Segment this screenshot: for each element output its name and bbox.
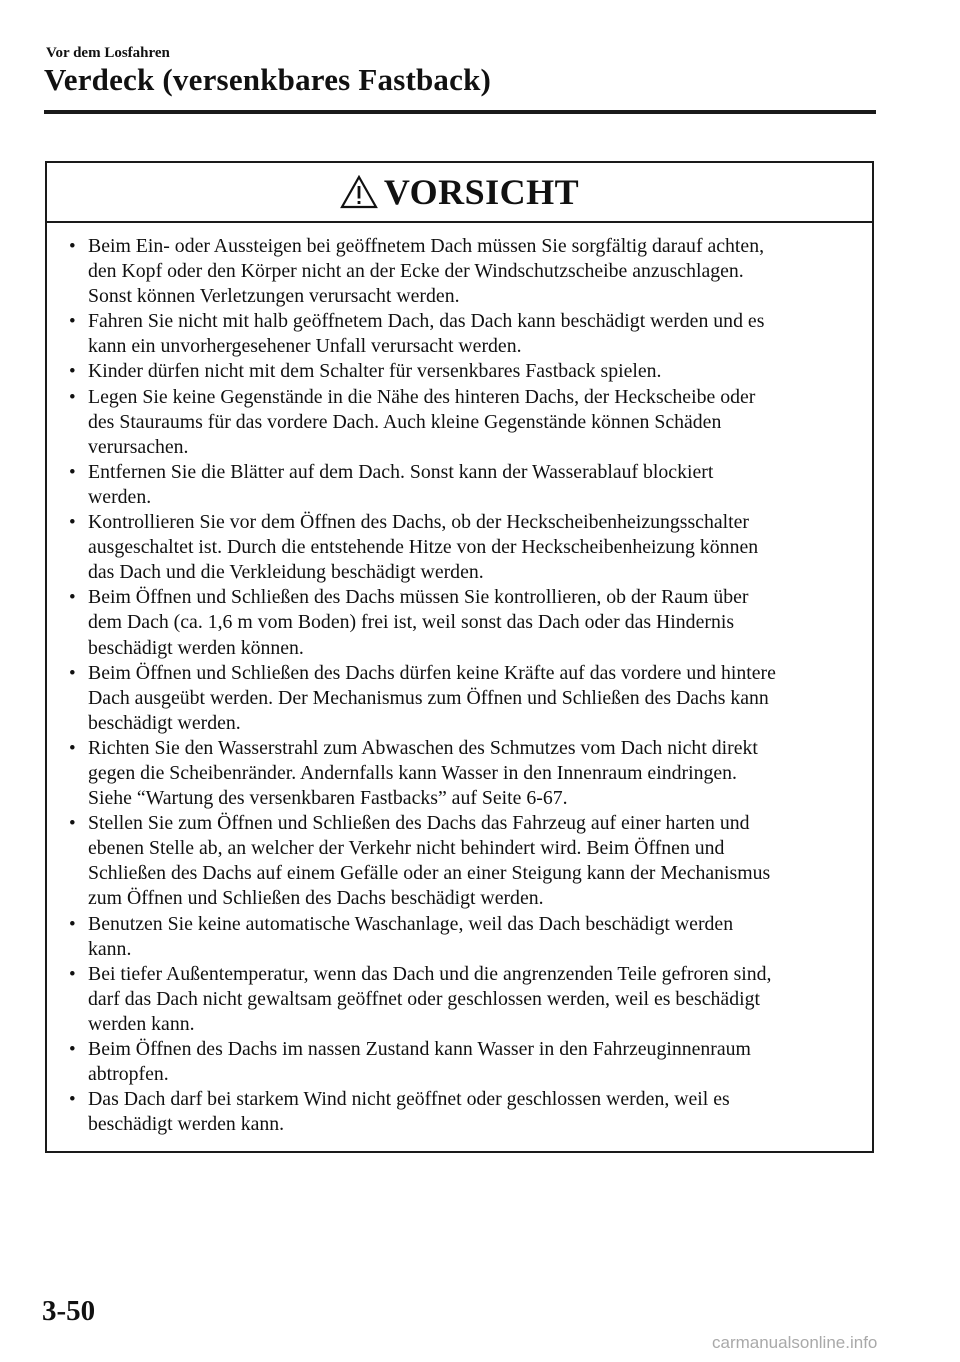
title-rule bbox=[44, 110, 876, 114]
bullet-dot: • bbox=[69, 236, 76, 257]
caution-item-text: Beim Ein- oder Aussteigen bei geöffnetem Dach müssen Sie sorgfältig darauf achten, den Kopf oder den Körper nicht an der Ecke der Windschutzscheibe anzuschlagen. Sonst können Verletzungen verursacht werden. bbox=[88, 235, 765, 308]
caution-item bbox=[47, 912, 872, 962]
page-title: Verdeck (versenkbares Fastback) bbox=[44, 62, 492, 97]
bullet-dot: • bbox=[69, 1039, 76, 1060]
bullet-dot: • bbox=[69, 461, 76, 483]
caution-item bbox=[47, 1037, 872, 1087]
bullet-dot: • bbox=[69, 512, 76, 534]
warning-triangle-icon bbox=[340, 175, 378, 209]
caution-item bbox=[47, 234, 872, 309]
bullet-dot: • bbox=[69, 587, 76, 609]
caution-item bbox=[47, 309, 872, 359]
watermark-link[interactable]: carmanualsonline.info bbox=[712, 1333, 878, 1352]
caution-item bbox=[47, 1087, 872, 1137]
section-label: Vor dem Losfahren bbox=[46, 45, 170, 61]
bullet-dot: • bbox=[69, 963, 76, 985]
caution-item-text: Kontrollieren Sie vor dem Öffnen des Dachs, ob der Heckscheibenheizungsschalter ausgeschaltet ist. Durch die entstehende Hitze von der Heckscheibenheizung können das Dach und die Verkleidung beschädigt werden. bbox=[88, 511, 759, 584]
caution-heading: VORSICHT bbox=[383, 172, 580, 212]
bullet-dot: • bbox=[69, 361, 76, 383]
caution-item-text: Entfernen Sie die Blätter auf dem Dach. Sonst kann der Wasserablauf blockiert werden. bbox=[88, 460, 714, 508]
bullet-dot: • bbox=[69, 386, 76, 408]
caution-item-text: Fahren Sie nicht mit halb geöffnetem Dach, das Dach kann beschädigt werden und es kann ein unvorhergesehener Unfall verursacht werden. bbox=[88, 310, 765, 358]
caution-item bbox=[47, 359, 872, 384]
bullet-dot: • bbox=[69, 1089, 76, 1111]
caution-item bbox=[47, 736, 872, 811]
caution-item bbox=[47, 811, 872, 911]
caution-item bbox=[47, 510, 872, 585]
caution-item-text: Das Dach darf bei starkem Wind nicht geöffnet oder geschlossen werden, weil es beschädigt werden kann. bbox=[88, 1088, 730, 1136]
bullet-dot: • bbox=[69, 662, 76, 684]
bullet-dot: • bbox=[69, 813, 76, 835]
caution-item-text: Bei tiefer Außentemperatur, wenn das Dach und die angrenzenden Teile gefroren sind, darf das Dach nicht gewaltsam geöffnet oder geschlossen werden, weil es beschädigt werden kann. bbox=[88, 962, 772, 1035]
caution-item-text: Legen Sie keine Gegenstände in die Nähe des hinteren Dachs, der Heckscheibe oder des Stauraums für das vordere Dach. Auch kleine Gegenstände können Schäden verursachen. bbox=[88, 385, 756, 458]
bullet-dot: • bbox=[69, 311, 76, 333]
caution-box bbox=[45, 161, 874, 1153]
caution-item bbox=[47, 460, 872, 510]
caution-item-text: Beim Öffnen und Schließen des Dachs dürfen keine Kräfte auf das vordere und hintere Dach ausgeübt werden. Der Mechanismus zum Öffnen und Schließen des Dachs kann beschädigt werden. bbox=[88, 661, 776, 734]
caution-item-text: Beim Öffnen und Schließen des Dachs müssen Sie kontrollieren, ob der Raum über dem Dach (ca. 1,6 m vom Boden) frei ist, weil sonst das Dach oder das Hindernis beschädigt werden können. bbox=[88, 586, 749, 659]
caution-header bbox=[47, 163, 872, 223]
caution-item-text: Benutzen Sie keine automatische Waschanlage, weil das Dach beschädigt werden kann. bbox=[88, 912, 734, 960]
caution-item-text: Stellen Sie zum Öffnen und Schließen des Dachs das Fahrzeug auf einer harten und ebenen Stelle ab, an welcher der Verkehr nicht behindert wird. Beim Öffnen und Schließen des Dachs auf einem Gefälle oder an einer Steigung kann der Mechanismus zum Öffnen und Schließen des Dachs beschädigt werden. bbox=[88, 812, 771, 910]
caution-item bbox=[47, 585, 872, 660]
bullet-dot: • bbox=[69, 737, 76, 759]
caution-item-text: Beim Öffnen des Dachs im nassen Zustand kann Wasser in den Fahrzeuginnenraum abtropfen. bbox=[88, 1038, 751, 1086]
page-number: 3-50 bbox=[42, 1295, 96, 1327]
caution-item bbox=[47, 661, 872, 736]
caution-item-text: Richten Sie den Wasserstrahl zum Abwaschen des Schmutzes vom Dach nicht direkt gegen die Scheibenränder. Andernfalls kann Wasser in den Innenraum eindringen. Siehe “Wartung des versenkbaren Fastbacks” auf Seite 6-67. bbox=[88, 736, 758, 810]
caution-item bbox=[47, 962, 872, 1037]
caution-list bbox=[47, 234, 872, 1137]
caution-item bbox=[47, 385, 872, 460]
bullet-dot: • bbox=[69, 913, 76, 935]
caution-item-text: Kinder dürfen nicht mit dem Schalter für versenkbares Fastback spielen. bbox=[88, 360, 662, 383]
